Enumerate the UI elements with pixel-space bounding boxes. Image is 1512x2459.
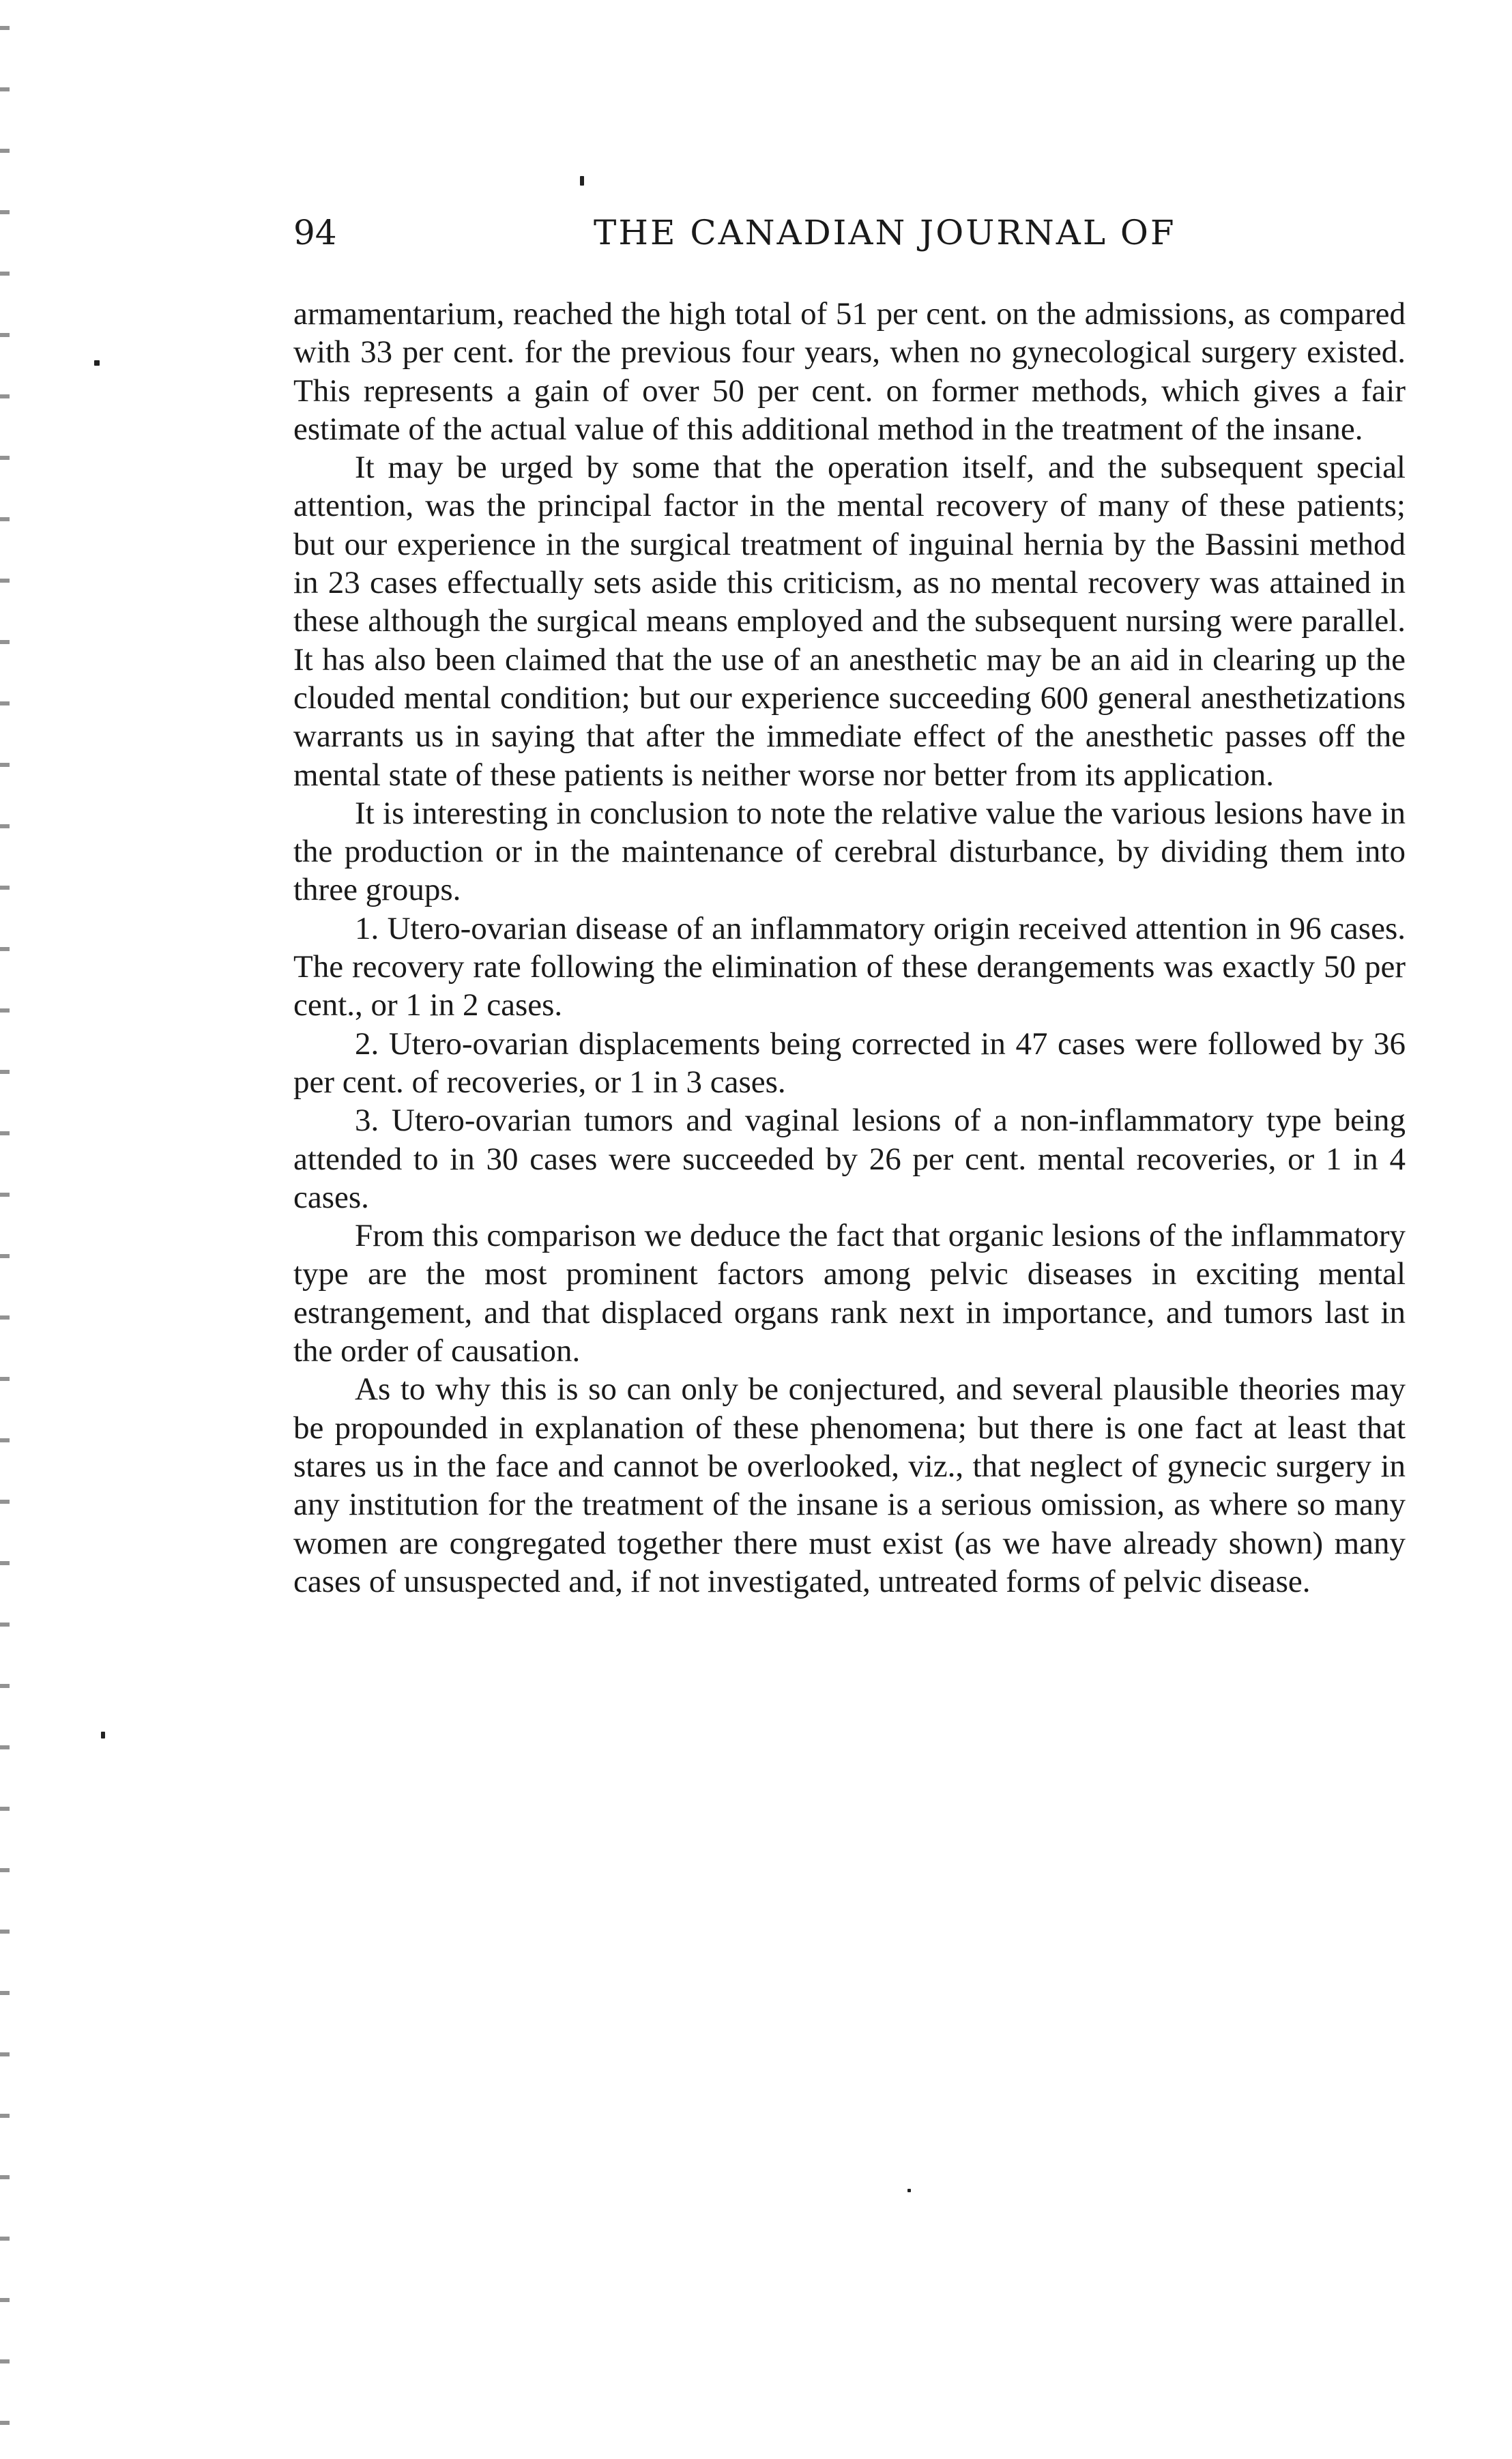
paragraph: 3. Utero-ovarian tumors and vaginal lesions of a non-inflammatory type being attended to in 30 cases were succeeded by 26 per cent. mental recoveries, or 1 in 4 cases. (293, 1103, 1406, 1215)
scan-edge-artifact (0, 0, 10, 2459)
paragraph: armamentarium, reached the high total of 51 per cent. on the admissions, as compared with 33 per cent. for the previous four years, when no gynecological surgery existed. This represents a gain of over 50 per cent. on former methods, which gives a fair estimate of the actual value of this additional method in the treatment of the insane. (293, 296, 1406, 447)
paragraph: As to why this is so can only be conjectured, and several plausible theories may be propounded in explanation of these phenomena; but there is one fact at least that stares us in the face and cannot be overlooked, viz., that neglect of gynecic surgery in any institution for the treatment of the insane is a serious omission, as where so many women are congregated together there must exist (as we have already shown) many cases of unsuspected and, if not investigated, untreated forms of pelvic disease. (293, 1371, 1406, 1599)
page-header (293, 209, 1208, 257)
paragraph: 1. Utero-ovarian disease of an inflammatory origin received attention in 96 cases. The recovery rate following the elimination of these derangements was exactly 50 per cent., or 1 in 2 cases. (293, 910, 1406, 1023)
scan-speck (94, 360, 100, 366)
paragraph: From this comparison we deduce the fact that organic lesions of the inflammatory type are the most prominent factors among pelvic diseases in exciting mental estrangement, and that displaced organs rank next in importance, and tumors last in the order of causation. (293, 1218, 1406, 1369)
scan-speck (580, 176, 584, 186)
scan-speck (101, 1732, 105, 1738)
page-number: 94 (293, 213, 337, 252)
article-body (293, 295, 1406, 1601)
scan-speck (907, 2189, 911, 2192)
paragraph: It is interesting in conclusion to note the relative value the various lesions have in the production or in the maintenance of cerebral disturbance, by dividing them into three groups. (293, 795, 1406, 908)
running-head: THE CANADIAN JOURNAL OF (594, 213, 1176, 252)
paragraph: It may be urged by some that the operation itself, and the subsequent special attention, was the principal factor in the mental recovery of many of these patients; but our experience in the surgical treatment of inguinal hernia by the Bassini method in 23 cases effectually sets aside this criticism, as no mental recovery was attained in these although the surgical means employed and the subsequent nursing were parallel. It has also been claimed that the use of an anesthetic may be an aid in clearing up the clouded mental condition; but our experience succeeding 600 general anesthetizations warrants us in saying that after the immediate effect of the anesthetic passes off the mental state of these patients is neither worse nor better from its application. (293, 450, 1406, 793)
paragraph: 2. Utero-ovarian displacements being corrected in 47 cases were followed by 36 per cent. of recoveries, or 1 in 3 cases. (293, 1025, 1406, 1100)
